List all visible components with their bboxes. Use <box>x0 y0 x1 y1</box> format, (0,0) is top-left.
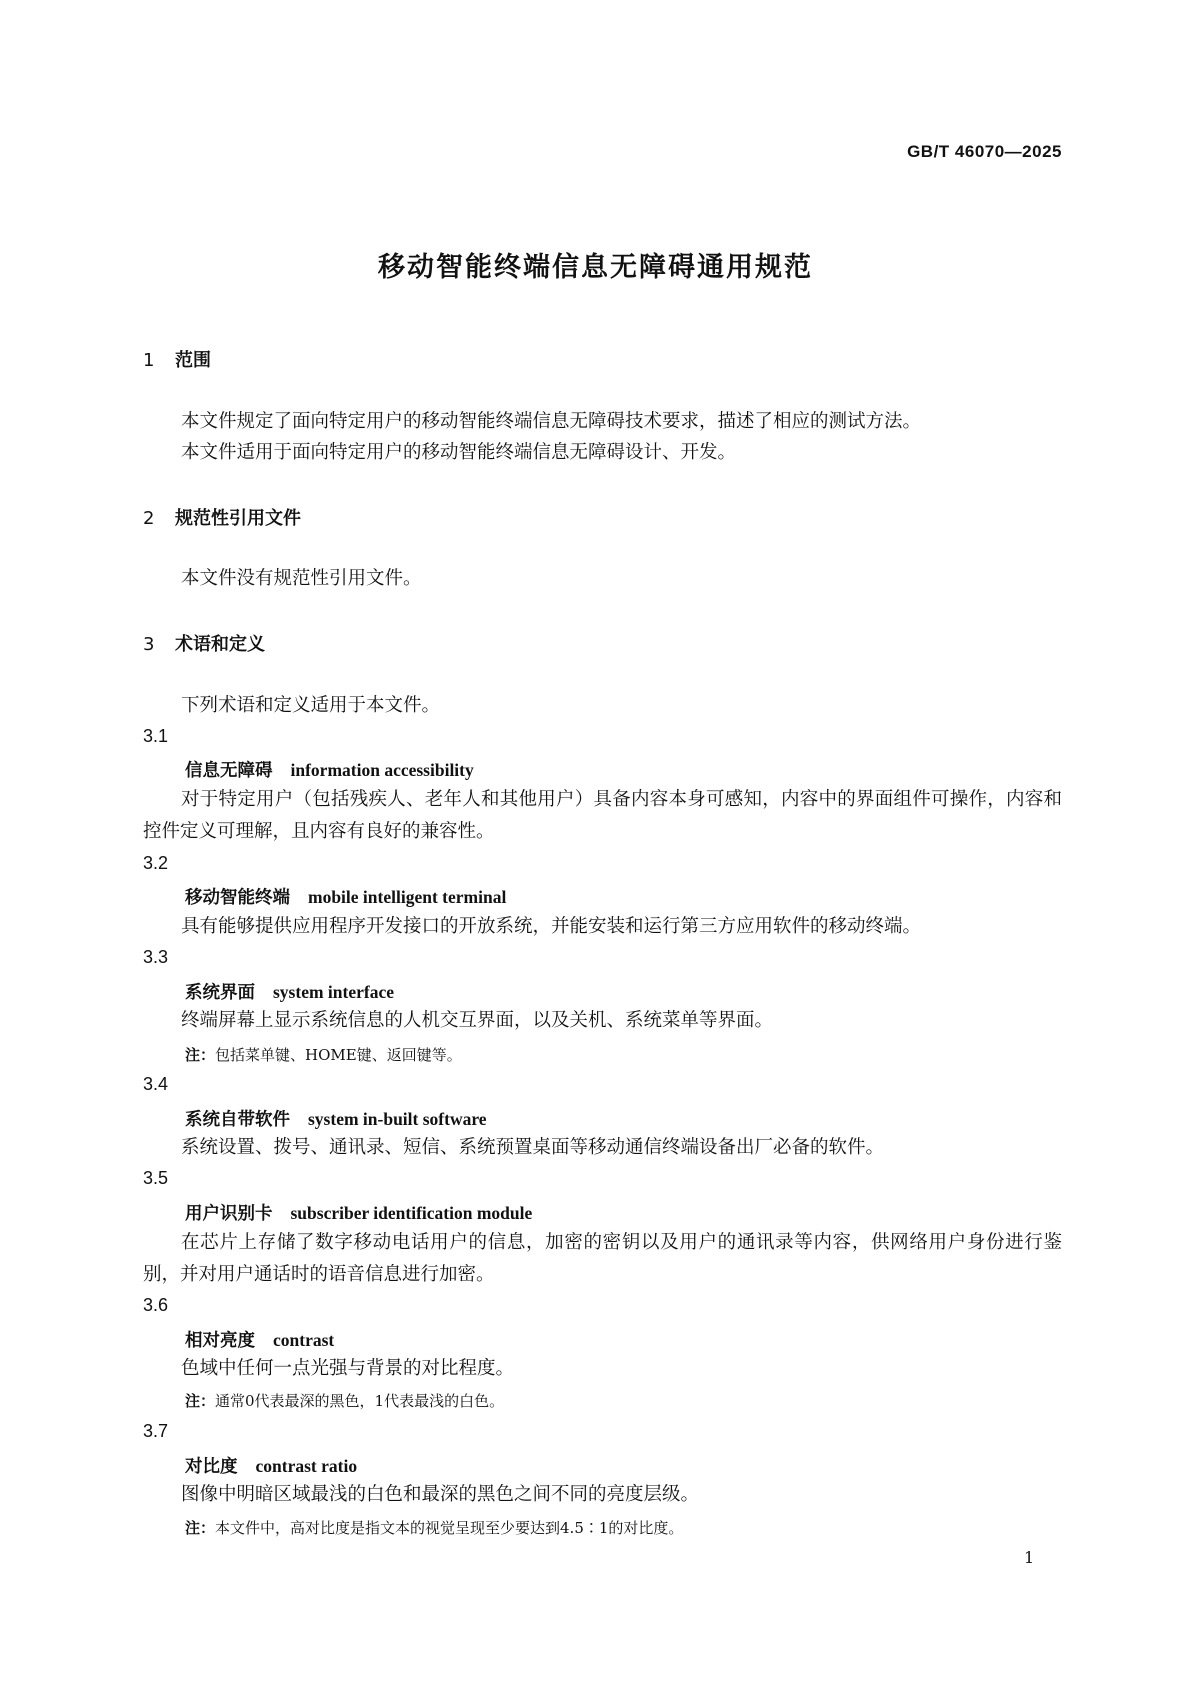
paragraph: 本文件规定了面向特定用户的移动智能终端信息无障碍技术要求，描述了相应的测试方法。 <box>181 411 922 432</box>
term-zh: 用户识别卡 <box>185 1204 273 1224</box>
term-number: 3.2 <box>143 853 169 873</box>
page-number: 1 <box>1024 1548 1035 1567</box>
section-number: 2 <box>143 508 155 529</box>
term-zh: 相对亮度 <box>185 1331 255 1351</box>
term-zh: 对比度 <box>185 1457 238 1477</box>
term-zh: 系统自带软件 <box>185 1110 290 1130</box>
note <box>185 1517 683 1538</box>
note-label: 注： <box>185 1392 216 1410</box>
section-title: 规范性引用文件 <box>175 508 301 529</box>
term-number: 3.1 <box>143 726 169 746</box>
term-en: system in-built software <box>308 1109 487 1129</box>
paragraph: 本文件适用于面向特定用户的移动智能终端信息无障碍设计、开发。 <box>181 442 737 463</box>
term-heading <box>185 1106 487 1131</box>
term-en: contrast ratio <box>255 1456 358 1476</box>
term-heading <box>185 979 394 1004</box>
section-heading <box>143 630 265 656</box>
standard-number: GB/T 46070—2025 <box>907 142 1062 161</box>
term-definition: 色域中任何一点光强与背景的对比程度。 <box>181 1358 515 1379</box>
note <box>185 1390 504 1411</box>
term-zh: 信息无障碍 <box>185 761 273 781</box>
term-definition: 终端屏幕上显示系统信息的人机交互界面，以及关机、系统菜单等界面。 <box>181 1010 774 1031</box>
term-definition: 系统设置、拨号、通讯录、短信、系统预置桌面等移动通信终端设备出厂必备的软件。 <box>181 1137 885 1158</box>
note-label: 注： <box>185 1519 216 1537</box>
term-definition: 对于特定用户（包括残疾人、老年人和其他用户）具备内容本身可感知，内容中的界面组件可操作，内容和控件定义可理解，且内容有良好的兼容性。 <box>143 789 1062 842</box>
term-zh: 移动智能终端 <box>185 888 290 908</box>
paragraph: 下列术语和定义适用于本文件。 <box>181 695 441 716</box>
term-definition: 在芯片上存储了数字移动电话用户的信息，加密的密钥以及用户的通讯录等内容，供网络用户身份进行鉴别，并对用户通话时的语音信息进行加密。 <box>143 1232 1062 1285</box>
note-text: 通常0代表最深的黑色，1代表最浅的白色。 <box>215 1392 505 1410</box>
term-heading <box>185 1453 357 1478</box>
document-title: 移动智能终端信息无障碍通用规范 <box>378 252 813 283</box>
section-number: 1 <box>143 350 155 371</box>
term-number: 3.3 <box>143 947 169 967</box>
note-text: 包括菜单键、HOME键、返回键等。 <box>215 1046 462 1064</box>
term-number: 3.4 <box>143 1074 169 1094</box>
term-definition: 具有能够提供应用程序开发接口的开放系统，并能安装和运行第三方应用软件的移动终端。 <box>181 916 922 937</box>
note <box>185 1044 462 1065</box>
term-definition: 图像中明暗区域最浅的白色和最深的黑色之间不同的亮度层级。 <box>181 1484 700 1505</box>
term-en: mobile intelligent terminal <box>308 887 507 907</box>
term-heading <box>185 1327 334 1352</box>
term-number: 3.5 <box>143 1168 169 1188</box>
section-heading <box>143 346 211 372</box>
term-zh: 系统界面 <box>185 983 255 1003</box>
note-text: 本文件中，高对比度是指文本的视觉呈现至少要达到4.5∶1的对比度。 <box>215 1519 684 1537</box>
section-heading <box>143 504 301 530</box>
term-en: information accessibility <box>290 760 474 780</box>
term-number: 3.7 <box>143 1421 169 1441</box>
section-number: 3 <box>143 634 155 655</box>
section-title: 范围 <box>175 350 211 371</box>
note-label: 注： <box>185 1046 216 1064</box>
term-heading <box>185 757 474 782</box>
paragraph: 本文件没有规范性引用文件。 <box>181 568 422 589</box>
term-number: 3.6 <box>143 1295 169 1315</box>
term-en: contrast <box>273 1330 335 1350</box>
section-title: 术语和定义 <box>175 634 265 655</box>
term-heading <box>185 884 506 909</box>
term-en: system interface <box>273 982 394 1002</box>
term-en: subscriber identification module <box>290 1203 533 1223</box>
term-heading <box>185 1200 532 1225</box>
